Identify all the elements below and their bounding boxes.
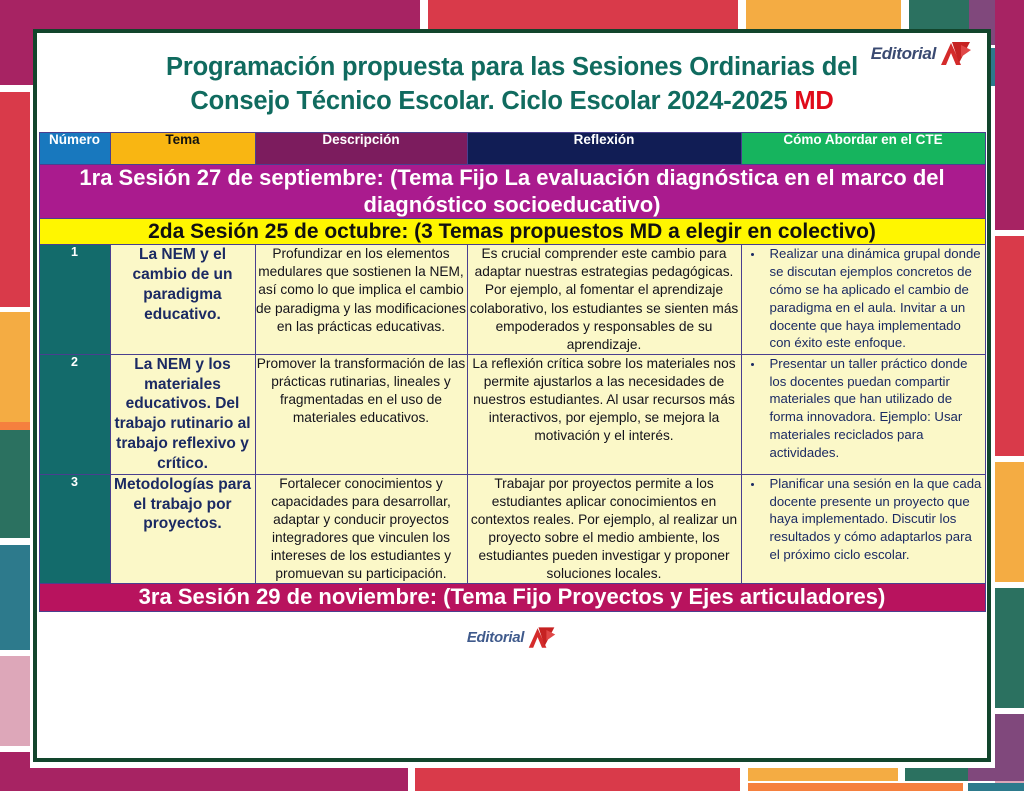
table-row: [39, 354, 985, 474]
cell-cte: [741, 354, 985, 474]
session-2-banner: 2da Sesión 25 de octubre: (3 Temas propuestos MD a elegir en colectivo): [39, 219, 985, 245]
brand-word-editorial: Editorial: [870, 44, 936, 63]
table-header-row: [39, 133, 985, 165]
cell-reflexion: Trabajar por proyectos permite a los estudiantes aplicar conocimientos en contextos reales. Por ejemplo, al realizar un proyecto sobre el medio ambiente, los estudiantes pueden investigar y proponer soluciones locales.: [467, 474, 741, 583]
column-header-reflexion: Reflexión: [467, 133, 741, 165]
bg-block-orange-bottom: [748, 783, 963, 791]
cte-bullet: • Presentar un taller práctico donde los docentes puedan compartir materiales que han utilizado de forma innovadora. Ejemplo: Usar materiales reciclados para actividades.: [764, 355, 985, 462]
bg-block-purple-right: [995, 714, 1024, 769]
md-logo-icon: [939, 41, 973, 67]
bg-block-steel-left: [0, 545, 30, 650]
column-header-tema: Tema: [110, 133, 255, 165]
md-logo-icon-footer: [527, 626, 557, 650]
bg-block-steel-bottom: [968, 783, 1024, 791]
page-title-line1: Programación propuesta para las Sesiones Ordinarias del: [166, 53, 858, 81]
brand-logo-bottom: [37, 626, 987, 650]
bg-block-amber-right: [995, 462, 1024, 582]
cell-reflexion: La reflexión crítica sobre los materiales nos permite ajustarlos a las necesidades de nuestros estudiantes. Al usar recursos más interactivos, por ejemplo, se mejora la motivación y el interés.: [467, 354, 741, 474]
document-card: [33, 29, 991, 762]
cte-bullet: • Realizar una dinámica grupal donde se discutan ejemplos concretos de cómo se ha aplicado el cambio de paradigma en el aula. Invitar a un docente que haya implementado con éxito este enfoque.: [764, 245, 985, 352]
bg-block-red-left: [0, 92, 30, 307]
bg-block-magenta-bottom: [0, 768, 408, 791]
cell-descripcion: Profundizar en los elementos medulares que sostienen la NEM, así como lo que implica el cambio de paradigma y las modificaciones en las prácticas educativas.: [255, 245, 467, 354]
page-title: [123, 51, 901, 118]
cell-descripcion: Promover la transformación de las prácticas rutinarias, lineales y fragmentadas en el uso de materiales educativos.: [255, 354, 467, 474]
column-header-numero: Número: [39, 133, 110, 165]
cell-cte: [741, 474, 985, 583]
cte-bullet: • Planificar una sesión en la que cada docente presente un proyecto que haya implementado. Discutir los resultados y cómo adaptarlos para el próximo ciclo escolar.: [764, 475, 985, 564]
cell-numero: 1: [39, 245, 110, 354]
title-block: [37, 33, 987, 126]
bg-block-teal-left: [0, 430, 30, 538]
cell-tema: Metodologías para el trabajo por proyectos.: [110, 474, 255, 583]
bg-block-red-bottom: [415, 768, 740, 791]
bg-block-magenta-right: [995, 0, 1024, 230]
session-1-row: [39, 165, 985, 219]
table-row: [39, 474, 985, 583]
page-title-line2: Consejo Técnico Escolar. Ciclo Escolar 2024-2025: [190, 86, 788, 115]
cell-tema: La NEM y el cambio de un paradigma educativo.: [110, 245, 255, 354]
cell-numero: 2: [39, 354, 110, 474]
bg-block-amber-left: [0, 312, 30, 422]
session-1-banner: 1ra Sesión 27 de septiembre: (Tema Fijo La evaluación diagnóstica en el marco del diagnóstico socioeducativo): [39, 165, 985, 219]
bg-block-red-right: [995, 236, 1024, 456]
column-header-descripcion: Descripción: [255, 133, 467, 165]
session-3-banner: 3ra Sesión 29 de noviembre: (Tema Fijo Proyectos y Ejes articuladores): [39, 584, 985, 611]
cell-reflexion: Es crucial comprender este cambio para adaptar nuestras estrategias pedagógicas. Por ejemplo, al fomentar el aprendizaje colaborativo, los estudiantes se sienten más empoderados y responsables de su aprendizaje.: [467, 245, 741, 354]
bg-block-pink-left: [0, 656, 30, 746]
table-row: [39, 245, 985, 354]
session-3-row: [39, 584, 985, 611]
cell-tema: La NEM y los materiales educativos. Del trabajo rutinario al trabajo reflexivo y crítico.: [110, 354, 255, 474]
bg-block-amber-bottom: [748, 768, 898, 781]
brand-logo-top: [871, 41, 973, 67]
brand-word-editorial-footer: Editorial: [466, 629, 525, 647]
schedule-table: [39, 132, 986, 611]
page-title-accent: MD: [794, 86, 834, 115]
cell-descripcion: Fortalecer conocimientos y capacidades para desarrollar, adaptar y conducir proyectos integradores que vinculen los intereses de los estudiantes y promuevan su participación.: [255, 474, 467, 583]
cell-cte: [741, 245, 985, 354]
bg-block-teal-right: [995, 588, 1024, 708]
session-2-row: [39, 219, 985, 245]
bg-block-purple-bottom: [968, 768, 1024, 781]
cell-numero: 3: [39, 474, 110, 583]
column-header-cte: Cómo Abordar en el CTE: [741, 133, 985, 165]
